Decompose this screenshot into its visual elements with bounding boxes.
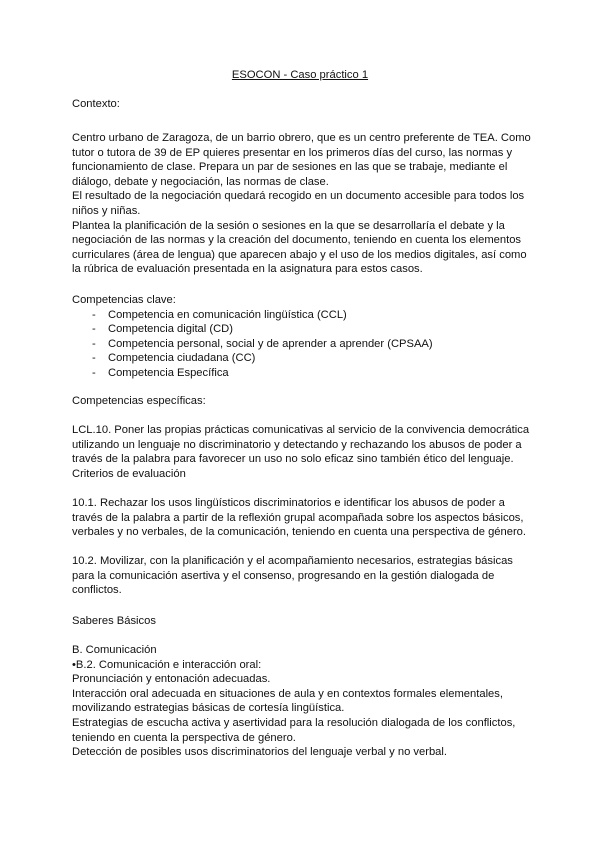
contexto-paragraph: Plantea la planificación de la sesión o sesiones en la que se desarrollaría el debate y la negociación de las normas y la creación del documento, teniendo en cuenta los elementos curriculares (área de lengua) que aparecen abajo y el uso de los medios digitales, así como la rúbrica de evaluación presentada en la asignatura para estos casos. [72,219,527,276]
lcl10-paragraph: LCL.10. Poner las propias prácticas comunicativas al servicio de la convivencia democrática utilizando un lenguaje no discriminatorio y detectando y rechazando los abusos de poder a través de la palabra para favorecer un uso no solo eficaz sino también ético del lenguaje. [72,424,530,466]
contexto-body [72,131,532,277]
saberes-line: •B.2. Comunicación e interacción oral: [72,658,262,671]
criterio-10-1: 10.1. Rechazar los usos lingüísticos discriminatorios e identificar los abusos de poder a través de la palabra a partir de la reflexión grupal acompañada sobre los aspectos básicos, verbales y no verbales, de la comunicación, teniendo en cuenta una perspectiva de género. [72,497,527,539]
saberes-label: Saberes Básicos [72,615,156,627]
list-item: - Competencia digital (CD) [72,322,532,337]
saberes-line: B. Comunicación [72,644,157,656]
saberes-line: Interacción oral adecuada en situaciones de aula y en contextos formales elementales, movilizando estrategias básicas de cortesía lingüística. [72,687,503,715]
competencias-clave-list [72,308,532,381]
saberes-line: Detección de posibles usos discriminatorios del lenguaje verbal y no verbal. [72,746,447,759]
criterio-10-2: 10.2. Movilizar, con la planificación y el acompañamiento necesarios, estrategias básicas para la comunicación asertiva y el consenso, progresando en la gestión dialogada de conflictos. [72,555,513,597]
contexto-paragraph: Centro urbano de Zaragoza, de un barrio obrero, que es un centro preferente de TEA. Como tutor o tutora de 39 de EP quieres presentar en los primeros días del curso, las normas y funcionamiento de clase. Prepara un par de sesiones en las que se trabaje, mediante el diálogo, debate y negociación, las normas de clase. [72,132,531,188]
saberes-line: Estrategias de escucha activa y asertividad para la resolución dialogada de los conflictos, teniendo en cuenta la perspectiva de género. [72,716,516,744]
competencias-especificas-label: Competencias específicas: [72,395,206,407]
saberes-body [72,643,532,760]
contexto-label: Contexto: [72,98,120,110]
document-title: ESOCON - Caso práctico 1 [231,69,369,81]
competencias-especificas-body [72,423,532,481]
list-item: - Competencia ciudadana (CC) [72,351,532,366]
list-item: - Competencia en comunicación lingüística (CCL) [72,308,532,323]
list-item: - Competencia personal, social y de aprender a aprender (CPSAA) [72,337,532,352]
competencias-clave-section [72,293,532,381]
competencias-clave-label: Competencias clave: [72,294,176,306]
criterios-label: Criterios de evaluación [72,467,186,480]
list-item: - Competencia Específica [72,366,532,381]
contexto-paragraph: El resultado de la negociación quedará recogido en un documento accesible para todos los niños y niñas. [72,190,525,217]
saberes-line: Pronunciación y entonación adecuadas. [72,673,271,686]
